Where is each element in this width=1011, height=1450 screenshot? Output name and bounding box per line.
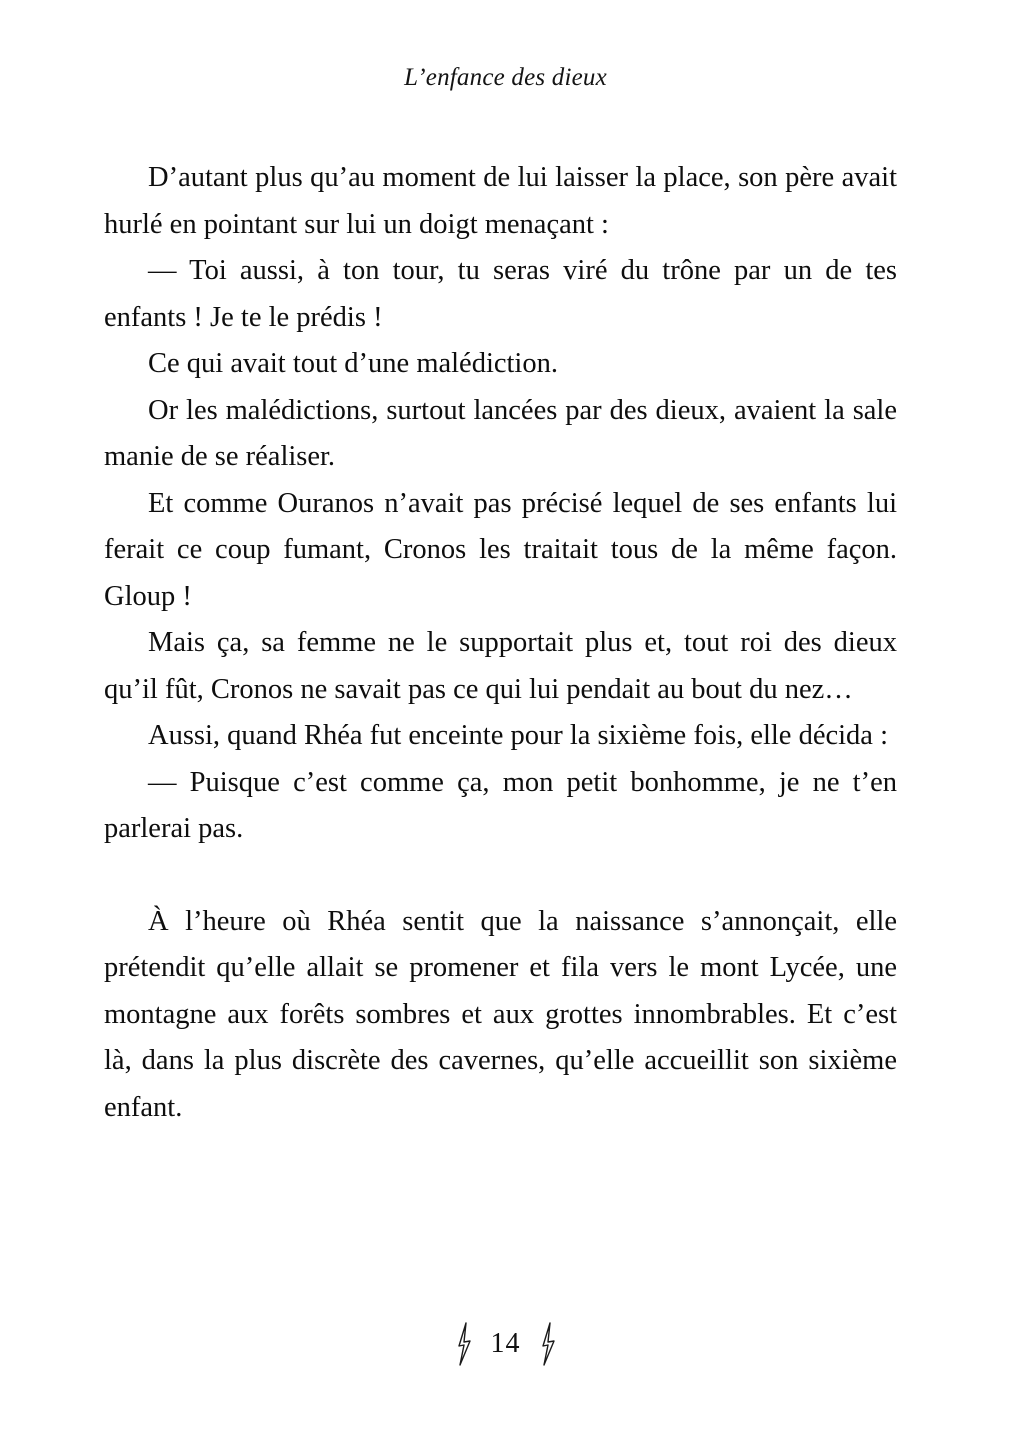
paragraph: À l’heure où Rhéa sentit que la naissance s’annonçait, elle prétendit qu’elle allait se promener et fila vers le mont Lycée, une montagne aux forêts sombres et aux grottes innombrables. Et c’est là, dans la plus discrète des cavernes, qu’elle accueillit son sixième enfant. <box>104 905 897 1123</box>
lightning-bolt-icon <box>539 1322 557 1366</box>
lightning-bolt-icon <box>455 1322 473 1366</box>
page-number: 14 <box>490 1328 521 1359</box>
paragraph: — Puisque c’est comme ça, mon petit bonhomme, je ne t’en parlerai pas. <box>104 766 897 844</box>
body-text <box>104 155 897 1131</box>
paragraph: — Toi aussi, à ton tour, tu seras viré du trône par un de tes enfants ! Je te le prédis ! <box>104 255 897 333</box>
page-footer <box>0 1322 1011 1366</box>
paragraph: Et comme Ouranos n’avait pas précisé lequel de ses enfants lui ferait ce coup fumant, Cronos les traitait tous de la même façon. Gloup ! <box>104 487 897 612</box>
paragraph: Or les malédictions, surtout lancées par des dieux, avaient la sale manie de se réaliser. <box>104 394 897 472</box>
running-head: L’enfance des dieux <box>404 64 607 91</box>
paragraph: Mais ça, sa femme ne le supportait plus et, tout roi des dieux qu’il fût, Cronos ne savait pas ce qui lui pendait au bout du nez… <box>104 627 897 705</box>
paragraph: D’autant plus qu’au moment de lui laisser la place, son père avait hurlé en pointant sur lui un doigt menaçant : <box>104 162 897 240</box>
paragraph: Aussi, quand Rhéa fut enceinte pour la sixième fois, elle décida : <box>148 720 888 751</box>
paragraph: Ce qui avait tout d’une malédiction. <box>148 348 558 379</box>
